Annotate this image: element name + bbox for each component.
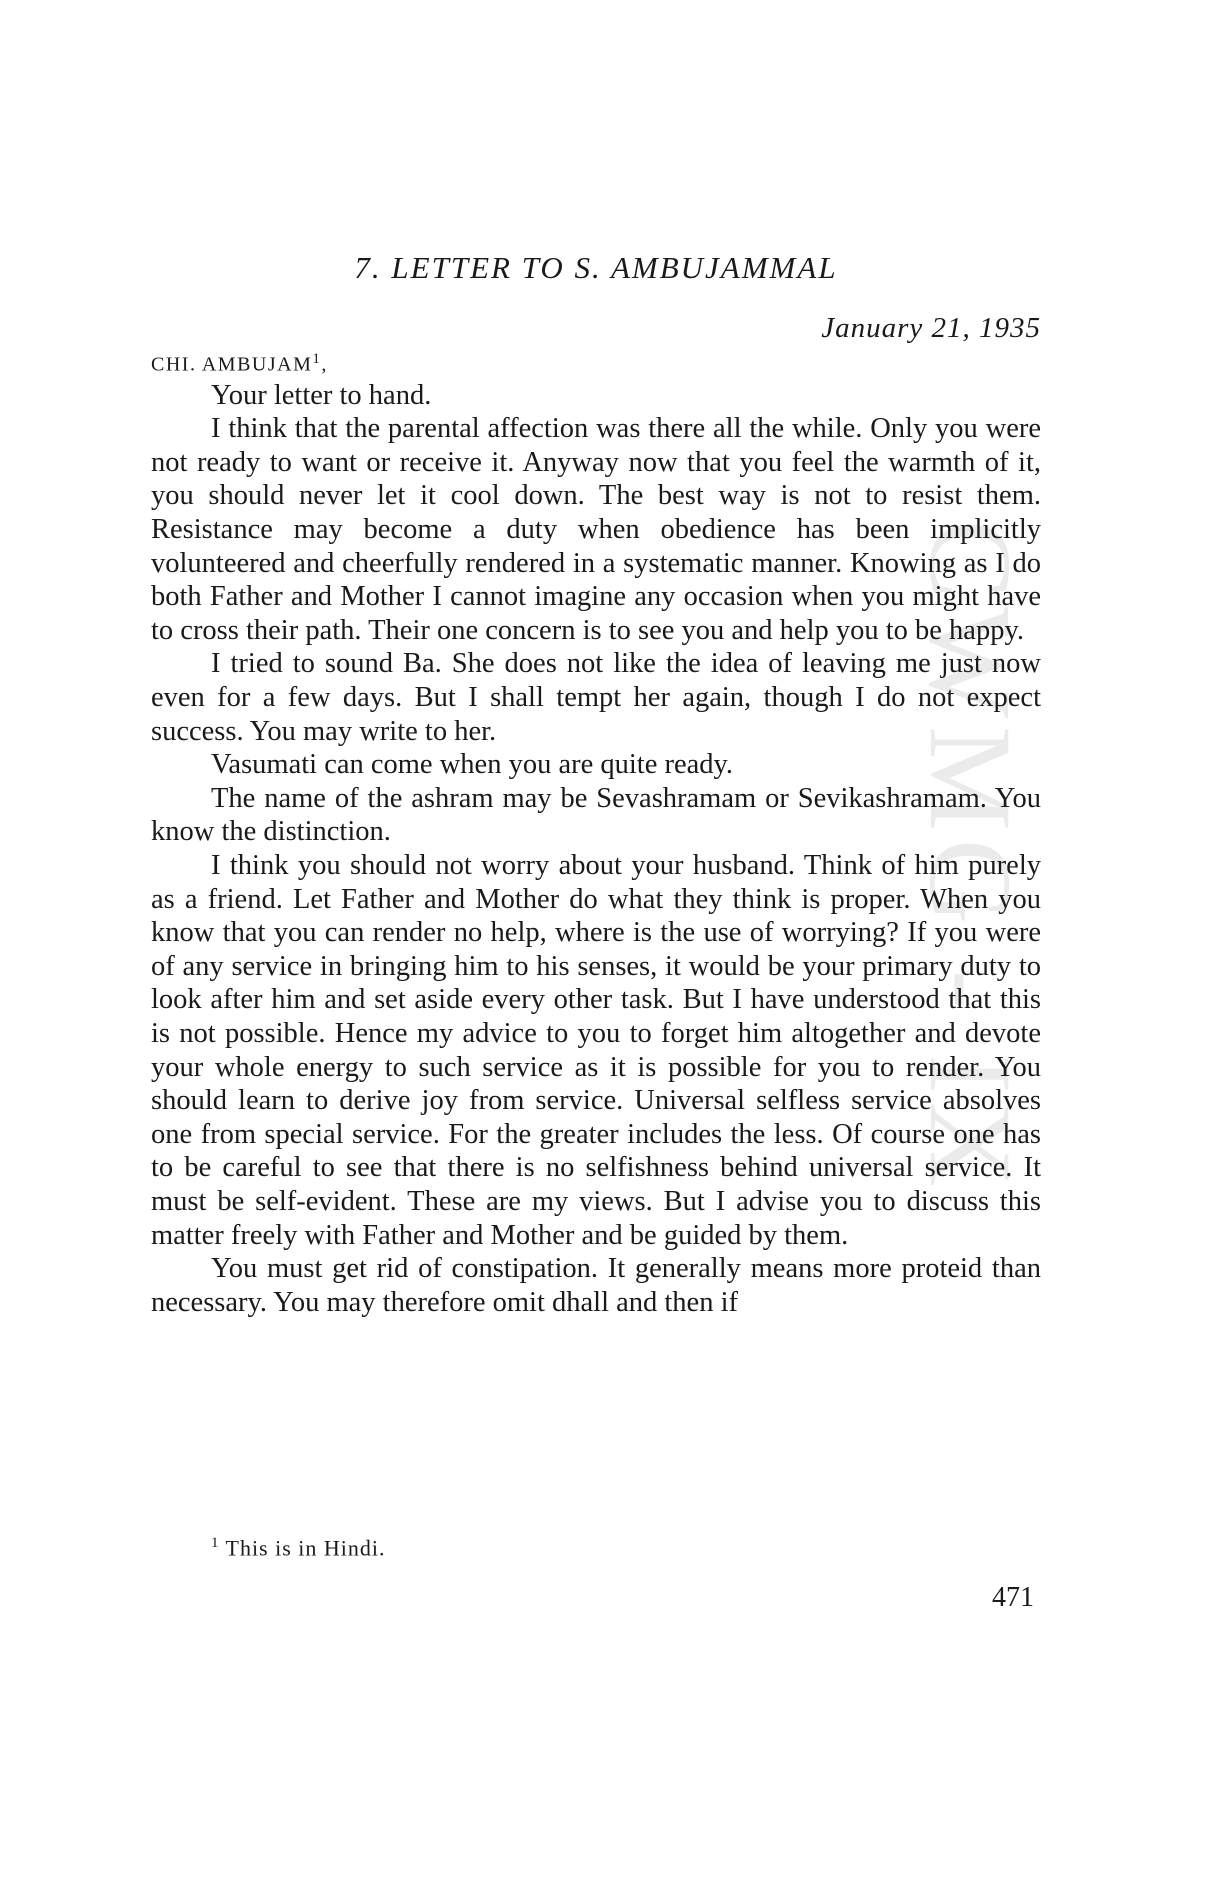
watermark: CWMG - IX: [905, 520, 1036, 1196]
footnote-text: This is in Hindi.: [225, 1535, 386, 1561]
footnote-reference: 1: [312, 351, 322, 367]
paragraph: The name of the ashram may be Sevashramam or Sevikashramam. You know the distinction.: [151, 782, 1041, 848]
footnote: [211, 1535, 386, 1561]
paragraph: Vasumati can come when you are quite ready.: [211, 749, 734, 781]
salutation-name: CHI. AMBUJAM: [151, 353, 313, 376]
footnote-mark: 1: [211, 1535, 220, 1551]
page-number: 471: [992, 1582, 1034, 1613]
paragraph: Your letter to hand.: [211, 379, 432, 411]
salutation: [151, 351, 1041, 377]
letter-body: [151, 379, 1041, 1320]
letter-date: January 21, 1935: [821, 312, 1041, 344]
paragraph: I tried to sound Ba. She does not like the idea of leaving me just now even for a few days. But I shall tempt her again, though I do not expect success. You may write to her.: [151, 648, 1041, 747]
paragraph: You must get rid of constipation. It generally means more proteid than necessary. You may therefore omit dhall and then if: [151, 1253, 1041, 1318]
letter-page: [151, 250, 1041, 1319]
paragraph: I think you should not worry about your husband. Think of him purely as a friend. Let Father and Mother do what they think is proper. When you know that you can render no help, where is the use of worrying? If you were of any service in bringing him to his senses, it would be your primary duty to look after him and set aside every other task. But I have understood that this is not possible. Hence my advice to you to forget him altogether and devote your whole energy to such service as it is possible for you to render. You should learn to derive joy from service. Universal selfless service absolves one from special service. For the greater includes the less. Of course one has to be careful to see that there is no selfishness behind universal service. It must be self-evident. These are my views. But I advise you to discuss this matter freely with Father and Mother and be guided by them.: [151, 849, 1041, 1251]
letter-title: 7. LETTER TO S. AMBUJAMMAL: [354, 250, 838, 285]
paragraph: I think that the parental affection was there all the while. Only you were not ready to want or receive it. Anyway now that you feel the warmth of it, you should never let it cool down. The best way is not to resist them. Resistance may become a duty when obedience has been implicitly volunteered and cheerfully rendered in a systematic manner. Knowing as I do both Father and Mother I cannot imagine any occasion when you might have to cross their path. Their one concern is to see you and help you to be happy.: [151, 413, 1041, 646]
salutation-punct: ,: [321, 353, 328, 376]
